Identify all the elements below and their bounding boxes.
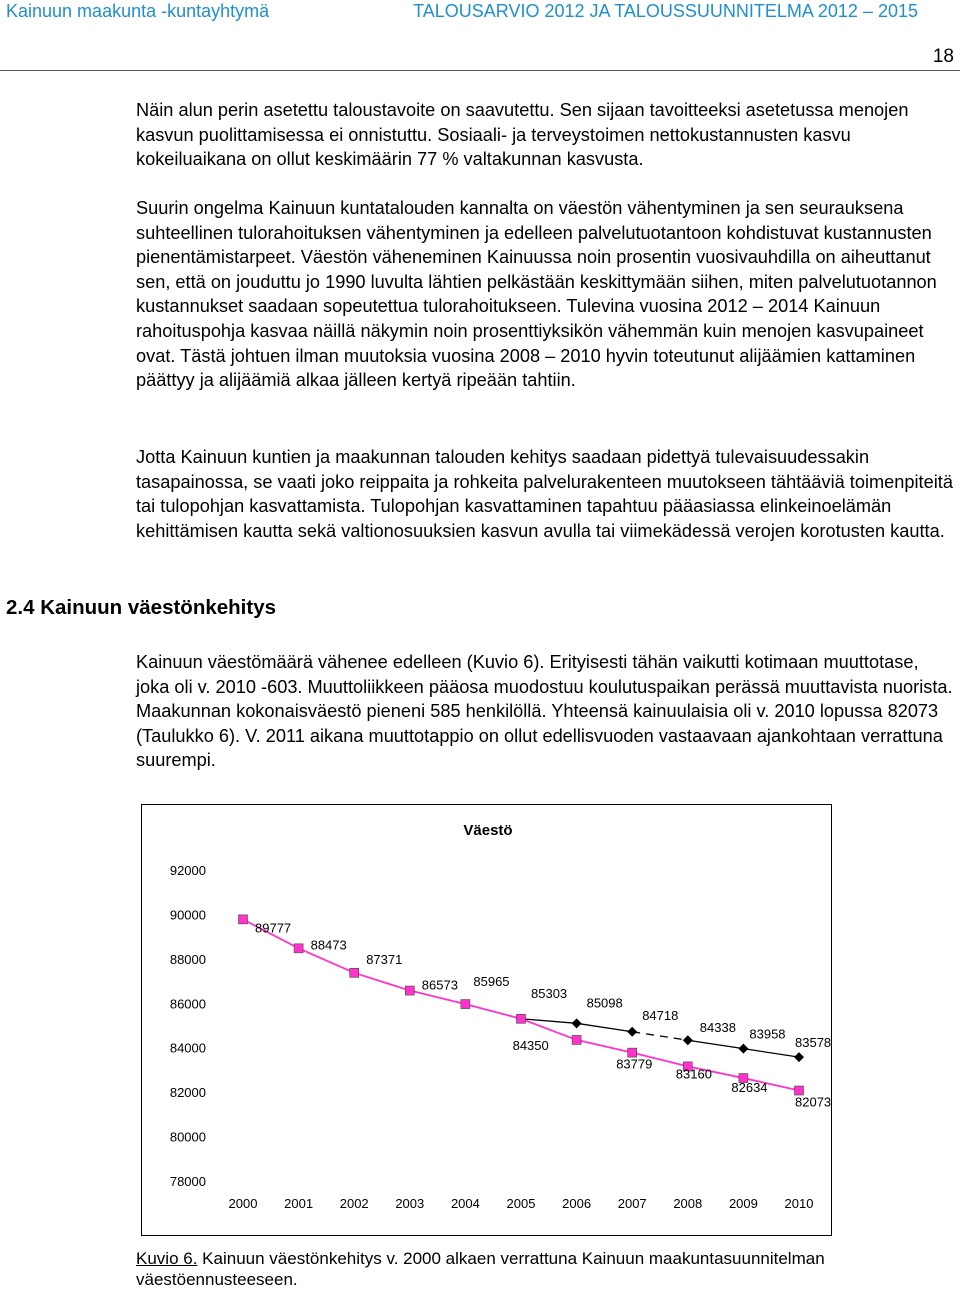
- caption-label: Kuvio 6.: [136, 1249, 198, 1268]
- x-tick-label: 2005: [506, 1196, 536, 1211]
- section-heading: 2.4 Kainuun väestönkehitys: [6, 596, 277, 619]
- y-tick-label: 86000: [169, 996, 206, 1012]
- header-organization: Kainuun maakunta -kuntayhtymä: [6, 1, 270, 21]
- paragraph-1: Näin alun perin asetettu taloustavoite on saavutettu. Sen sijaan tavoitteeksi asetetussa menojen kasvun puolittamisessa ei onnistuttu. Sosiaali- ja terveystoimen nettokustannusten kasvu kokeiluaikana on ollut keskimäärin 77 % valtakunnan kasvusta.: [136, 100, 909, 170]
- x-tick-label: 2001: [284, 1196, 314, 1211]
- y-tick-label: 80000: [169, 1129, 206, 1145]
- series-forecast-segment: [688, 1040, 744, 1048]
- point-marker-actual: [517, 1014, 526, 1023]
- point-marker-forecast: [794, 1052, 804, 1062]
- paragraph-3: Jotta Kainuun kuntien ja maakunnan talouden kehitys saadaan pidettyä tulevaisuudessakin tasapainossa, se vaati joko reippaita ja rohkeita palvelurakenteen muutokseen tähtääviä toimenpiteitä tai tulopohjan kasvattamista. Tulopohjan kasvattaminen tapahtuu pääasiassa elinkeinoelämän kehittämisen kautta sekä valtionosuuksien kasvun avulla tai viimekädessä verojen korotusten kautta.: [136, 447, 953, 541]
- series-forecast-segment: [632, 1032, 688, 1040]
- x-tick-label: 2007: [617, 1196, 647, 1211]
- y-tick-label: 82000: [169, 1085, 206, 1101]
- point-marker-forecast: [572, 1018, 582, 1028]
- x-tick-label: 2003: [395, 1196, 425, 1211]
- data-label-forecast: 84338: [699, 1020, 736, 1036]
- section-paragraph: Kainuun väestömäärä vähenee edelleen (Kuvio 6). Erityisesti tähän vaikutti kotimaan muuttotase, joka oli v. 2010 -603. Muuttoliikkeen pääosa muodostuu koulutuspaikan perässä muuttavista nuorista. Maakunnan kokonaisväestö pieneni 585 henkilöllä. Yhteensä kainuulaisia oli v. 2010 lopussa 82073 (Taulukko 6). V. 2011 aikana muuttotappio on ollut edellisvuoden vastaavaan ajankohtaan verrattuna suurempi.: [136, 652, 953, 771]
- x-tick-label: 2008: [673, 1196, 703, 1211]
- data-label-actual: 88473: [310, 937, 347, 953]
- data-label-actual: 85303: [531, 985, 568, 1001]
- series-forecast-segment: [743, 1049, 799, 1057]
- figure-caption: [136, 1248, 956, 1290]
- point-marker-actual: [461, 1000, 470, 1009]
- data-label-actual: 83160: [675, 1066, 712, 1082]
- data-label-actual: 85965: [473, 974, 510, 990]
- point-marker-forecast: [738, 1044, 748, 1054]
- point-marker-actual: [405, 986, 414, 995]
- data-label-actual: 82073: [795, 1094, 832, 1110]
- y-tick-label: 78000: [169, 1174, 206, 1189]
- population-chart: [141, 804, 832, 1236]
- page-header: [0, 0, 960, 24]
- data-label-actual: 86573: [421, 977, 458, 993]
- data-label-actual: 83779: [616, 1056, 653, 1072]
- point-marker-actual: [239, 915, 248, 924]
- data-label-forecast: 83578: [795, 1035, 832, 1051]
- point-marker-actual: [350, 968, 359, 977]
- point-marker-forecast: [627, 1027, 637, 1037]
- x-tick-label: 2006: [562, 1196, 592, 1211]
- data-label-actual: 87371: [366, 951, 403, 967]
- chart-title: Väestö: [463, 822, 513, 839]
- point-marker-forecast: [683, 1035, 693, 1045]
- point-marker-actual: [572, 1035, 581, 1044]
- x-tick-label: 2004: [450, 1196, 480, 1211]
- caption-text: Kainuun väestönkehitys v. 2000 alkaen verrattuna Kainuun maakuntasuunnitelman väestöennusteeseen.: [136, 1249, 825, 1289]
- page-number: 18: [932, 46, 954, 67]
- data-label-forecast: 85098: [586, 995, 623, 1011]
- y-tick-label: 90000: [169, 907, 206, 923]
- header-rule: [0, 70, 960, 71]
- x-tick-label: 2009: [728, 1196, 758, 1211]
- data-label-actual: 89777: [255, 920, 292, 936]
- y-tick-label: 88000: [169, 951, 206, 967]
- data-label-actual: 82634: [731, 1080, 768, 1096]
- data-label-actual: 84350: [512, 1037, 549, 1053]
- series-forecast-segment: [577, 1023, 633, 1031]
- paragraph-2: Suurin ongelma Kainuun kuntatalouden kannalta on väestön vähentyminen ja sen seurauksena suhteellinen tulorahoituksen vähentyminen ja edelleen palvelutuotantoon kohdistuvat kustannusten pienentämistarpeet. Väestön väheneminen Kainuussa noin prosentin vuosivauhdilla on aiheuttanut sen, että on jouduttu jo 1990 luvulta lähtien pelkästään keskittymään siihen, miten palvelutuotannon kustannukset saadaan sopeutettua tulorahoitukseen. Tulevina vuosina 2012 – 2014 Kainuun rahoituspohja kasvaa näillä näkymin noin prosenttiyksikön vähemmän kuin menojen kasvupaineet ovat. Tästä johtuen ilman muutoksia vuosina 2008 – 2010 hyvin toteutunut alijäämien kattaminen päättyy ja alijäämiä alkaa jälleen kertyä ripeään tahtiin.: [136, 198, 937, 391]
- data-label-forecast: 84718: [642, 1007, 679, 1023]
- point-marker-actual: [294, 944, 303, 953]
- y-tick-label: 84000: [169, 1040, 206, 1056]
- header-document-title: TALOUSARVIO 2012 JA TALOUSSUUNNITELMA 2012 – 2015: [413, 1, 918, 21]
- x-tick-label: 2010: [784, 1196, 814, 1211]
- data-label-forecast: 83958: [749, 1026, 786, 1042]
- x-tick-label: 2000: [228, 1196, 258, 1211]
- x-tick-label: 2002: [339, 1196, 369, 1211]
- y-tick-label: 92000: [169, 863, 206, 878]
